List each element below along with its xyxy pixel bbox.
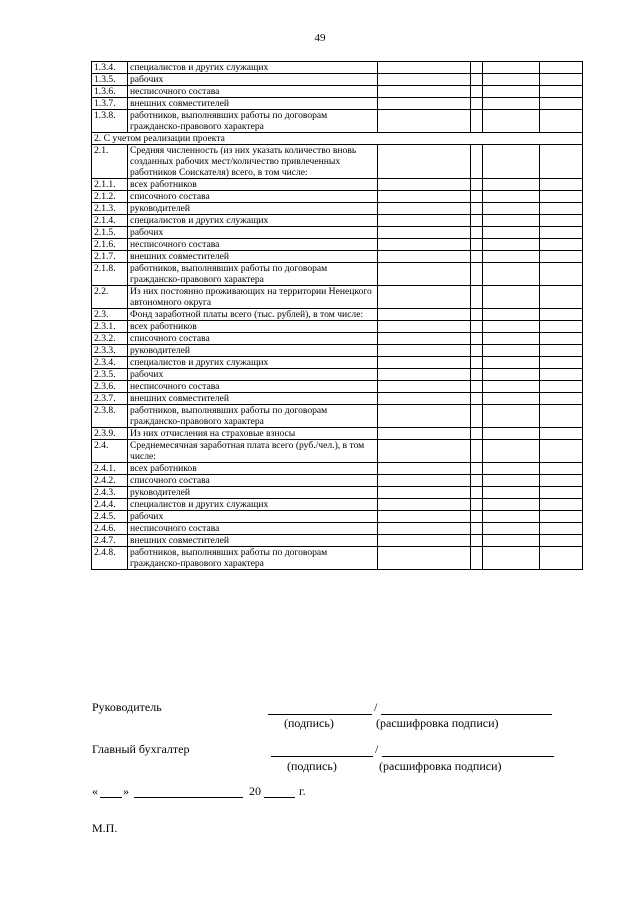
value-cell-3[interactable] xyxy=(483,547,540,570)
stamp-label: М.П. xyxy=(92,821,118,835)
value-cell-3[interactable] xyxy=(483,357,540,369)
table-row xyxy=(92,523,583,535)
value-cell-1[interactable] xyxy=(378,357,471,369)
table-row xyxy=(92,463,583,475)
value-cell-1[interactable] xyxy=(378,145,471,179)
value-cell-3[interactable] xyxy=(483,227,540,239)
row-indicator: Среднемесячная заработная плата всего (руб./чел.), в том числе: xyxy=(128,440,378,463)
value-cell-2[interactable] xyxy=(471,405,483,428)
value-cell-3[interactable] xyxy=(483,321,540,333)
value-cell-3[interactable] xyxy=(483,239,540,251)
value-cell-2[interactable] xyxy=(471,179,483,191)
value-cell-2[interactable] xyxy=(471,62,483,74)
row-indicator: рабочих xyxy=(128,369,378,381)
value-cell-2[interactable] xyxy=(471,523,483,535)
value-cell-4[interactable] xyxy=(540,191,583,203)
table-row xyxy=(92,381,583,393)
row-number: 2.1.5. xyxy=(92,227,128,239)
value-cell-1[interactable] xyxy=(378,251,471,263)
value-cell-2[interactable] xyxy=(471,440,483,463)
value-cell-2[interactable] xyxy=(471,215,483,227)
value-cell-1[interactable] xyxy=(378,428,471,440)
date-open-quote: « xyxy=(92,784,98,798)
head-signature-line[interactable] xyxy=(268,714,372,715)
data-table xyxy=(91,61,583,570)
value-cell-2[interactable] xyxy=(471,475,483,487)
value-cell-2[interactable] xyxy=(471,499,483,511)
value-cell-1[interactable] xyxy=(378,286,471,309)
row-number: 2.4.4. xyxy=(92,499,128,511)
row-number: 2.4.1. xyxy=(92,463,128,475)
value-cell-1[interactable] xyxy=(378,215,471,227)
value-cell-1[interactable] xyxy=(378,98,471,110)
row-indicator: специалистов и других служащих xyxy=(128,357,378,369)
row-number: 2.4.7. xyxy=(92,535,128,547)
row-number: 2.1.2. xyxy=(92,191,128,203)
value-cell-4[interactable] xyxy=(540,357,583,369)
value-cell-3[interactable] xyxy=(483,463,540,475)
value-cell-3[interactable] xyxy=(483,98,540,110)
row-number: 2.1.4. xyxy=(92,215,128,227)
value-cell-4[interactable] xyxy=(540,547,583,570)
row-indicator: Из них постоянно проживающих на территории Ненецкого автономного округа xyxy=(128,286,378,309)
value-cell-3[interactable] xyxy=(483,405,540,428)
table-row xyxy=(92,393,583,405)
row-number: 2.1.8. xyxy=(92,263,128,286)
value-cell-1[interactable] xyxy=(378,393,471,405)
table-row xyxy=(92,98,583,110)
value-cell-1[interactable] xyxy=(378,321,471,333)
value-cell-4[interactable] xyxy=(540,475,583,487)
value-cell-3[interactable] xyxy=(483,263,540,286)
value-cell-1[interactable] xyxy=(378,405,471,428)
row-indicator: несписочного состава xyxy=(128,86,378,98)
date-day-line[interactable] xyxy=(100,797,122,798)
row-indicator: работников, выполнявших работы по договорам гражданско-правового характера xyxy=(128,547,378,570)
table-row xyxy=(92,547,583,570)
value-cell-4[interactable] xyxy=(540,369,583,381)
value-cell-1[interactable] xyxy=(378,239,471,251)
value-cell-1[interactable] xyxy=(378,499,471,511)
value-cell-4[interactable] xyxy=(540,74,583,86)
table-row xyxy=(92,357,583,369)
row-number: 1.3.8. xyxy=(92,110,128,133)
value-cell-1[interactable] xyxy=(378,203,471,215)
value-cell-2[interactable] xyxy=(471,428,483,440)
value-cell-1[interactable] xyxy=(378,487,471,499)
table-row xyxy=(92,487,583,499)
date-month-line[interactable] xyxy=(134,797,243,798)
row-number: 2.3.4. xyxy=(92,357,128,369)
row-number: 2.1.7. xyxy=(92,251,128,263)
row-indicator: Из них отчисления на страховые взносы xyxy=(128,428,378,440)
value-cell-4[interactable] xyxy=(540,110,583,133)
value-cell-1[interactable] xyxy=(378,535,471,547)
table-row xyxy=(92,405,583,428)
value-cell-2[interactable] xyxy=(471,357,483,369)
row-number: 2.4.3. xyxy=(92,487,128,499)
table-row xyxy=(92,215,583,227)
row-indicator: специалистов и других служащих xyxy=(128,499,378,511)
accountant-decode-line[interactable] xyxy=(382,756,554,757)
value-cell-2[interactable] xyxy=(471,286,483,309)
value-cell-1[interactable] xyxy=(378,547,471,570)
value-cell-3[interactable] xyxy=(483,191,540,203)
value-cell-2[interactable] xyxy=(471,203,483,215)
table-row xyxy=(92,203,583,215)
head-label: Руководитель xyxy=(92,700,162,714)
value-cell-2[interactable] xyxy=(471,263,483,286)
value-cell-2[interactable] xyxy=(471,86,483,98)
value-cell-3[interactable] xyxy=(483,309,540,321)
row-indicator: несписочного состава xyxy=(128,239,378,251)
head-decode-line[interactable] xyxy=(381,714,552,715)
table-row xyxy=(92,145,583,179)
value-cell-4[interactable] xyxy=(540,405,583,428)
table-row xyxy=(92,535,583,547)
row-number: 2.4.2. xyxy=(92,475,128,487)
row-indicator: списочного состава xyxy=(128,475,378,487)
accountant-slash: / xyxy=(375,742,379,756)
row-indicator: рабочих xyxy=(128,74,378,86)
value-cell-2[interactable] xyxy=(471,321,483,333)
row-number: 1.3.4. xyxy=(92,62,128,74)
row-indicator: списочного состава xyxy=(128,191,378,203)
value-cell-4[interactable] xyxy=(540,86,583,98)
value-cell-3[interactable] xyxy=(483,440,540,463)
row-number: 2.1.1. xyxy=(92,179,128,191)
value-cell-4[interactable] xyxy=(540,309,583,321)
row-number: 2.4.8. xyxy=(92,547,128,570)
table-row xyxy=(92,511,583,523)
value-cell-2[interactable] xyxy=(471,251,483,263)
value-cell-3[interactable] xyxy=(483,251,540,263)
value-cell-4[interactable] xyxy=(540,62,583,74)
value-cell-4[interactable] xyxy=(540,487,583,499)
value-cell-4[interactable] xyxy=(540,381,583,393)
row-indicator: всех работников xyxy=(128,321,378,333)
row-indicator: рабочих xyxy=(128,227,378,239)
value-cell-2[interactable] xyxy=(471,191,483,203)
value-cell-4[interactable] xyxy=(540,321,583,333)
value-cell-2[interactable] xyxy=(471,345,483,357)
row-number: 2.3.5. xyxy=(92,369,128,381)
value-cell-3[interactable] xyxy=(483,511,540,523)
value-cell-1[interactable] xyxy=(378,179,471,191)
value-cell-4[interactable] xyxy=(540,511,583,523)
row-indicator: несписочного состава xyxy=(128,523,378,535)
table-row xyxy=(92,345,583,357)
row-number: 2.3.6. xyxy=(92,381,128,393)
value-cell-4[interactable] xyxy=(540,215,583,227)
row-number: 2.1.3. xyxy=(92,203,128,215)
value-cell-3[interactable] xyxy=(483,393,540,405)
value-cell-2[interactable] xyxy=(471,393,483,405)
table-row xyxy=(92,62,583,74)
value-cell-4[interactable] xyxy=(540,251,583,263)
value-cell-2[interactable] xyxy=(471,535,483,547)
row-number: 1.3.7. xyxy=(92,98,128,110)
table-row xyxy=(92,191,583,203)
value-cell-2[interactable] xyxy=(471,98,483,110)
value-cell-4[interactable] xyxy=(540,227,583,239)
value-cell-2[interactable] xyxy=(471,333,483,345)
table-row xyxy=(92,286,583,309)
row-indicator: работников, выполнявших работы по договорам гражданско-правового характера xyxy=(128,405,378,428)
table-row xyxy=(92,321,583,333)
page-number: 49 xyxy=(314,32,326,44)
table-row xyxy=(92,179,583,191)
row-indicator: Средняя численность (из них указать количество вновь созданных рабочих мест/количество привлеченных работников Соискателя) всего, в том числе: xyxy=(128,145,378,179)
value-cell-2[interactable] xyxy=(471,145,483,179)
row-number: 2.4.5. xyxy=(92,511,128,523)
row-number: 2.3.9. xyxy=(92,428,128,440)
value-cell-1[interactable] xyxy=(378,463,471,475)
row-number: 2.3. xyxy=(92,309,128,321)
head-decode-caption: (расшифровка подписи) xyxy=(376,716,499,730)
value-cell-3[interactable] xyxy=(483,74,540,86)
value-cell-1[interactable] xyxy=(378,381,471,393)
value-cell-1[interactable] xyxy=(378,227,471,239)
row-indicator: руководителей xyxy=(128,487,378,499)
value-cell-3[interactable] xyxy=(483,215,540,227)
value-cell-1[interactable] xyxy=(378,523,471,535)
value-cell-4[interactable] xyxy=(540,345,583,357)
value-cell-2[interactable] xyxy=(471,547,483,570)
value-cell-3[interactable] xyxy=(483,428,540,440)
row-number: 2.3.3. xyxy=(92,345,128,357)
value-cell-1[interactable] xyxy=(378,345,471,357)
table-row xyxy=(92,251,583,263)
value-cell-1[interactable] xyxy=(378,440,471,463)
value-cell-2[interactable] xyxy=(471,227,483,239)
value-cell-1[interactable] xyxy=(378,86,471,98)
value-cell-3[interactable] xyxy=(483,523,540,535)
accountant-decode-caption: (расшифровка подписи) xyxy=(379,759,502,773)
value-cell-3[interactable] xyxy=(483,179,540,191)
value-cell-4[interactable] xyxy=(540,523,583,535)
value-cell-4[interactable] xyxy=(540,145,583,179)
value-cell-2[interactable] xyxy=(471,381,483,393)
table-row xyxy=(92,309,583,321)
head-sign-caption: (подпись) xyxy=(284,716,334,730)
table-row xyxy=(92,428,583,440)
table-row xyxy=(92,499,583,511)
value-cell-3[interactable] xyxy=(483,145,540,179)
row-number: 2.2. xyxy=(92,286,128,309)
row-indicator: всех работников xyxy=(128,463,378,475)
value-cell-4[interactable] xyxy=(540,463,583,475)
value-cell-1[interactable] xyxy=(378,110,471,133)
table-row xyxy=(92,86,583,98)
section-header-row xyxy=(92,133,583,145)
value-cell-4[interactable] xyxy=(540,428,583,440)
value-cell-2[interactable] xyxy=(471,309,483,321)
value-cell-4[interactable] xyxy=(540,440,583,463)
accountant-sign-caption: (подпись) xyxy=(287,759,337,773)
row-indicator: внешних совместителей xyxy=(128,535,378,547)
value-cell-1[interactable] xyxy=(378,191,471,203)
row-indicator: руководителей xyxy=(128,345,378,357)
row-number: 2.3.1. xyxy=(92,321,128,333)
value-cell-4[interactable] xyxy=(540,499,583,511)
row-number: 2.3.2. xyxy=(92,333,128,345)
value-cell-2[interactable] xyxy=(471,239,483,251)
value-cell-1[interactable] xyxy=(378,333,471,345)
data-table-body xyxy=(92,62,583,570)
section-header: 2. С учетом реализации проекта xyxy=(92,133,583,145)
row-indicator: списочного состава xyxy=(128,333,378,345)
head-slash: / xyxy=(374,700,378,714)
table-row xyxy=(92,333,583,345)
value-cell-4[interactable] xyxy=(540,263,583,286)
value-cell-1[interactable] xyxy=(378,62,471,74)
row-indicator: руководителей xyxy=(128,203,378,215)
value-cell-2[interactable] xyxy=(471,487,483,499)
value-cell-1[interactable] xyxy=(378,475,471,487)
row-indicator: специалистов и других служащих xyxy=(128,215,378,227)
value-cell-3[interactable] xyxy=(483,286,540,309)
accountant-label: Главный бухгалтер xyxy=(92,742,190,756)
row-indicator: работников, выполнявших работы по договорам гражданско-правового характера xyxy=(128,263,378,286)
row-indicator: внешних совместителей xyxy=(128,251,378,263)
value-cell-3[interactable] xyxy=(483,203,540,215)
table-row xyxy=(92,239,583,251)
row-number: 2.1.6. xyxy=(92,239,128,251)
table-row xyxy=(92,110,583,133)
date-year-line[interactable] xyxy=(264,797,295,798)
row-number: 1.3.6. xyxy=(92,86,128,98)
row-indicator: внешних совместителей xyxy=(128,393,378,405)
row-indicator: рабочих xyxy=(128,511,378,523)
value-cell-3[interactable] xyxy=(483,62,540,74)
value-cell-1[interactable] xyxy=(378,309,471,321)
value-cell-1[interactable] xyxy=(378,263,471,286)
table-row xyxy=(92,263,583,286)
row-number: 1.3.5. xyxy=(92,74,128,86)
date-year-prefix: 20 xyxy=(249,784,261,798)
row-number: 2.3.7. xyxy=(92,393,128,405)
value-cell-2[interactable] xyxy=(471,511,483,523)
row-indicator: несписочного состава xyxy=(128,381,378,393)
value-cell-3[interactable] xyxy=(483,333,540,345)
value-cell-4[interactable] xyxy=(540,239,583,251)
table-row xyxy=(92,227,583,239)
table-row xyxy=(92,475,583,487)
row-indicator: всех работников xyxy=(128,179,378,191)
value-cell-2[interactable] xyxy=(471,369,483,381)
row-number: 2.4.6. xyxy=(92,523,128,535)
value-cell-4[interactable] xyxy=(540,393,583,405)
value-cell-3[interactable] xyxy=(483,487,540,499)
value-cell-4[interactable] xyxy=(540,98,583,110)
value-cell-3[interactable] xyxy=(483,369,540,381)
row-indicator: специалистов и других служащих xyxy=(128,62,378,74)
value-cell-4[interactable] xyxy=(540,179,583,191)
date-close-quote: » xyxy=(123,784,129,798)
row-indicator: работников, выполнявших работы по договорам гражданско-правового характера xyxy=(128,110,378,133)
row-number: 2.1. xyxy=(92,145,128,179)
value-cell-3[interactable] xyxy=(483,475,540,487)
value-cell-2[interactable] xyxy=(471,74,483,86)
table-row xyxy=(92,440,583,463)
table-row xyxy=(92,369,583,381)
value-cell-4[interactable] xyxy=(540,333,583,345)
value-cell-1[interactable] xyxy=(378,74,471,86)
date-year-suffix: г. xyxy=(299,784,306,798)
table-row xyxy=(92,74,583,86)
value-cell-4[interactable] xyxy=(540,203,583,215)
accountant-signature-line[interactable] xyxy=(271,756,373,757)
row-indicator: Фонд заработной платы всего (тыс. рублей), в том числе: xyxy=(128,309,378,321)
value-cell-3[interactable] xyxy=(483,381,540,393)
value-cell-3[interactable] xyxy=(483,535,540,547)
value-cell-2[interactable] xyxy=(471,463,483,475)
value-cell-1[interactable] xyxy=(378,369,471,381)
value-cell-3[interactable] xyxy=(483,345,540,357)
value-cell-3[interactable] xyxy=(483,110,540,133)
row-number: 2.4. xyxy=(92,440,128,463)
row-indicator: внешних совместителей xyxy=(128,98,378,110)
value-cell-4[interactable] xyxy=(540,286,583,309)
row-number: 2.3.8. xyxy=(92,405,128,428)
value-cell-3[interactable] xyxy=(483,499,540,511)
value-cell-3[interactable] xyxy=(483,86,540,98)
value-cell-1[interactable] xyxy=(378,511,471,523)
value-cell-2[interactable] xyxy=(471,110,483,133)
value-cell-4[interactable] xyxy=(540,535,583,547)
